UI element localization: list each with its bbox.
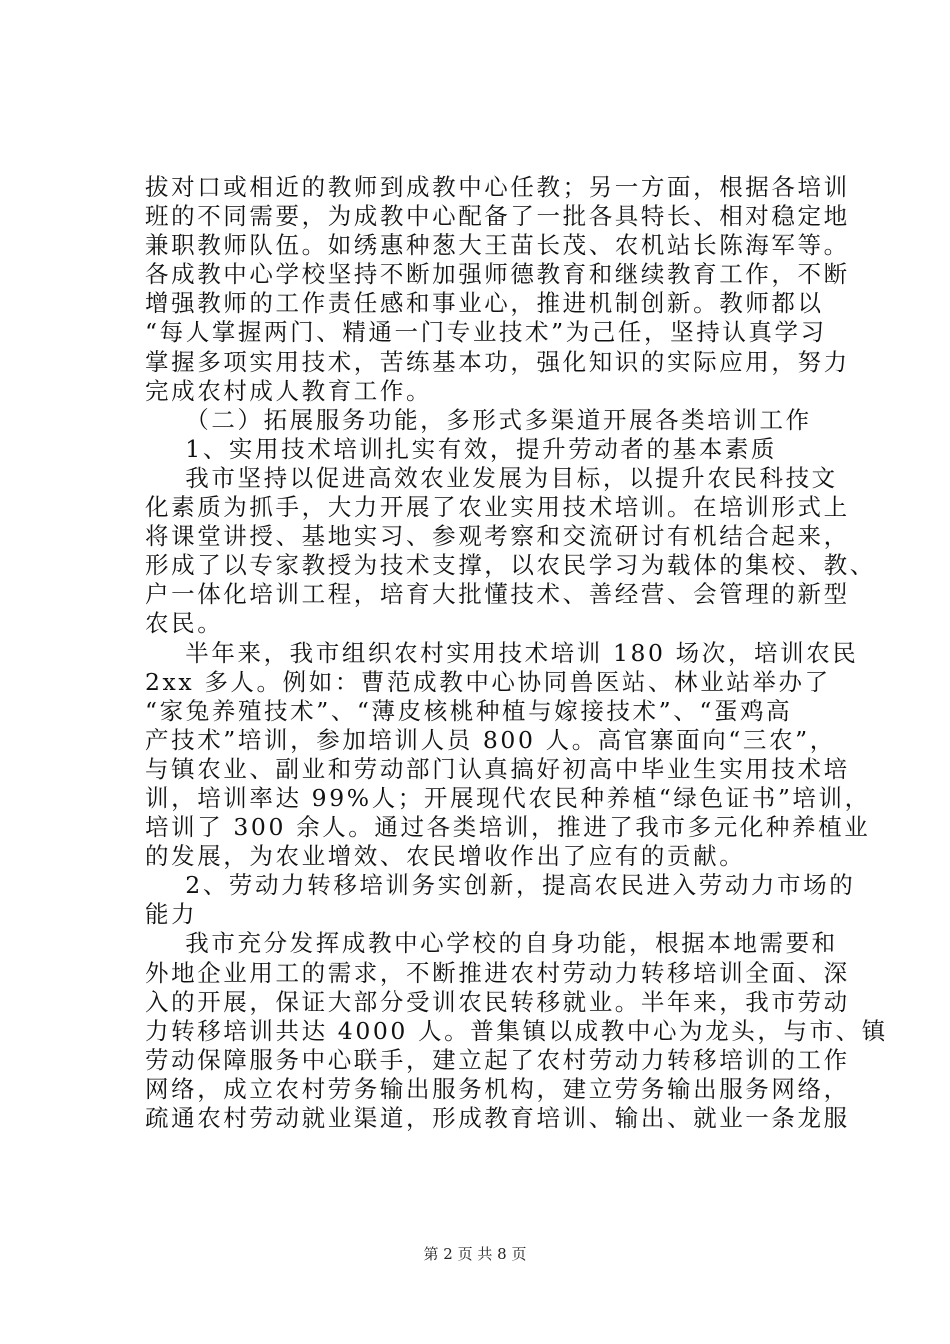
text-line: 兼职教师队伍。如绣惠种葱大王苗长茂、农机站长陈海军等。 [145, 231, 850, 260]
text-line: 掌握多项实用技术，苦练基本功，强化知识的实际应用，努力 [145, 347, 850, 376]
text-line: 培训了 300 余人。通过各类培训，推进了我市多元化种养植业 [145, 813, 871, 842]
text-line: 班的不同需要，为成教中心配备了一批各具特长、相对稳定地 [145, 202, 850, 231]
text-line: “每人掌握两门、精通一门专业技术”为己任，坚持认真学习 [145, 318, 827, 347]
text-line: 完成农村成人教育工作。 [145, 376, 433, 405]
text-line: 劳动保障服务中心联手，建立起了农村劳动力转移培训的工作 [145, 1045, 850, 1074]
text-line: 半年来，我市组织农村实用技术培训 180 场次，培训农民 [145, 638, 859, 667]
text-line: 产技术”培训，参加培训人员 800 人。高官寨面向“三农”， [145, 725, 836, 754]
text-line: 拔对口或相近的教师到成教中心任教；另一方面，根据各培训 [145, 173, 850, 201]
subsection-heading: 1、实用技术培训扎实有效，提升劳动者的基本素质 [145, 434, 778, 463]
text-line: 各成教中心学校坚持不断加强师德教育和继续教育工作，不断 [145, 260, 850, 289]
text-line: 化素质为抓手，大力开展了农业实用技术培训。在培训形式上 [145, 493, 850, 522]
text-line: 形成了以专家教授为技术支撑，以农民学习为载体的集校、教、 [145, 551, 876, 580]
text-line: 户一体化培训工程，培育大批懂技术、善经营、会管理的新型 [145, 580, 850, 609]
subsection-heading: 能力 [145, 900, 198, 929]
text-line: 将课堂讲授、基地实习、参观考察和交流研讨有机结合起来， [145, 522, 850, 551]
text-line: 2xx 多人。例如：曹范成教中心协同兽医站、林业站举办了 [145, 667, 831, 696]
text-line: 农民。 [145, 609, 224, 638]
text-line: 入的开展，保证大部分受训农民转移就业。半年来，我市劳动 [145, 987, 850, 1016]
text-line: 网络，成立农村劳务输出服务机构，建立劳务输出服务网络， [145, 1074, 850, 1103]
text-line: “家兔养殖技术”、“薄皮核桃种植与嫁接技术”、“蛋鸡高 [145, 696, 793, 725]
text-line: 的发展，为农业增效、农民增收作出了应有的贡献。 [145, 842, 746, 871]
page-number-footer: 第 2 页 共 8 页 [423, 1245, 527, 1263]
section-heading: （二）拓展服务功能，多形式多渠道开展各类培训工作 [145, 405, 812, 434]
body-text [145, 173, 888, 1133]
text-line: 我市充分发挥成教中心学校的自身功能，根据本地需要和 [145, 929, 838, 958]
subsection-heading: 2、劳动力转移培训务实创新，提高农民进入劳动力市场的 [145, 871, 856, 900]
text-line: 增强教师的工作责任感和事业心，推进机制创新。教师都以 [145, 289, 824, 318]
text-line: 训，培训率达 99%人；开展现代农民种养植“绿色证书”培训， [145, 783, 871, 812]
text-line: 力转移培训共达 4000 人。普集镇以成教中心为龙头，与市、镇 [145, 1016, 888, 1045]
text-line: 与镇农业、副业和劳动部门认真搞好初高中毕业生实用技术培 [145, 754, 850, 783]
text-line: 我市坚持以促进高效农业发展为目标，以提升农民科技文 [145, 463, 838, 492]
text-line: 外地企业用工的需求，不断推进农村劳动力转移培训全面、深 [145, 958, 850, 987]
text-line: 疏通农村劳动就业渠道，形成教育培训、输出、就业一条龙服 [145, 1104, 850, 1132]
